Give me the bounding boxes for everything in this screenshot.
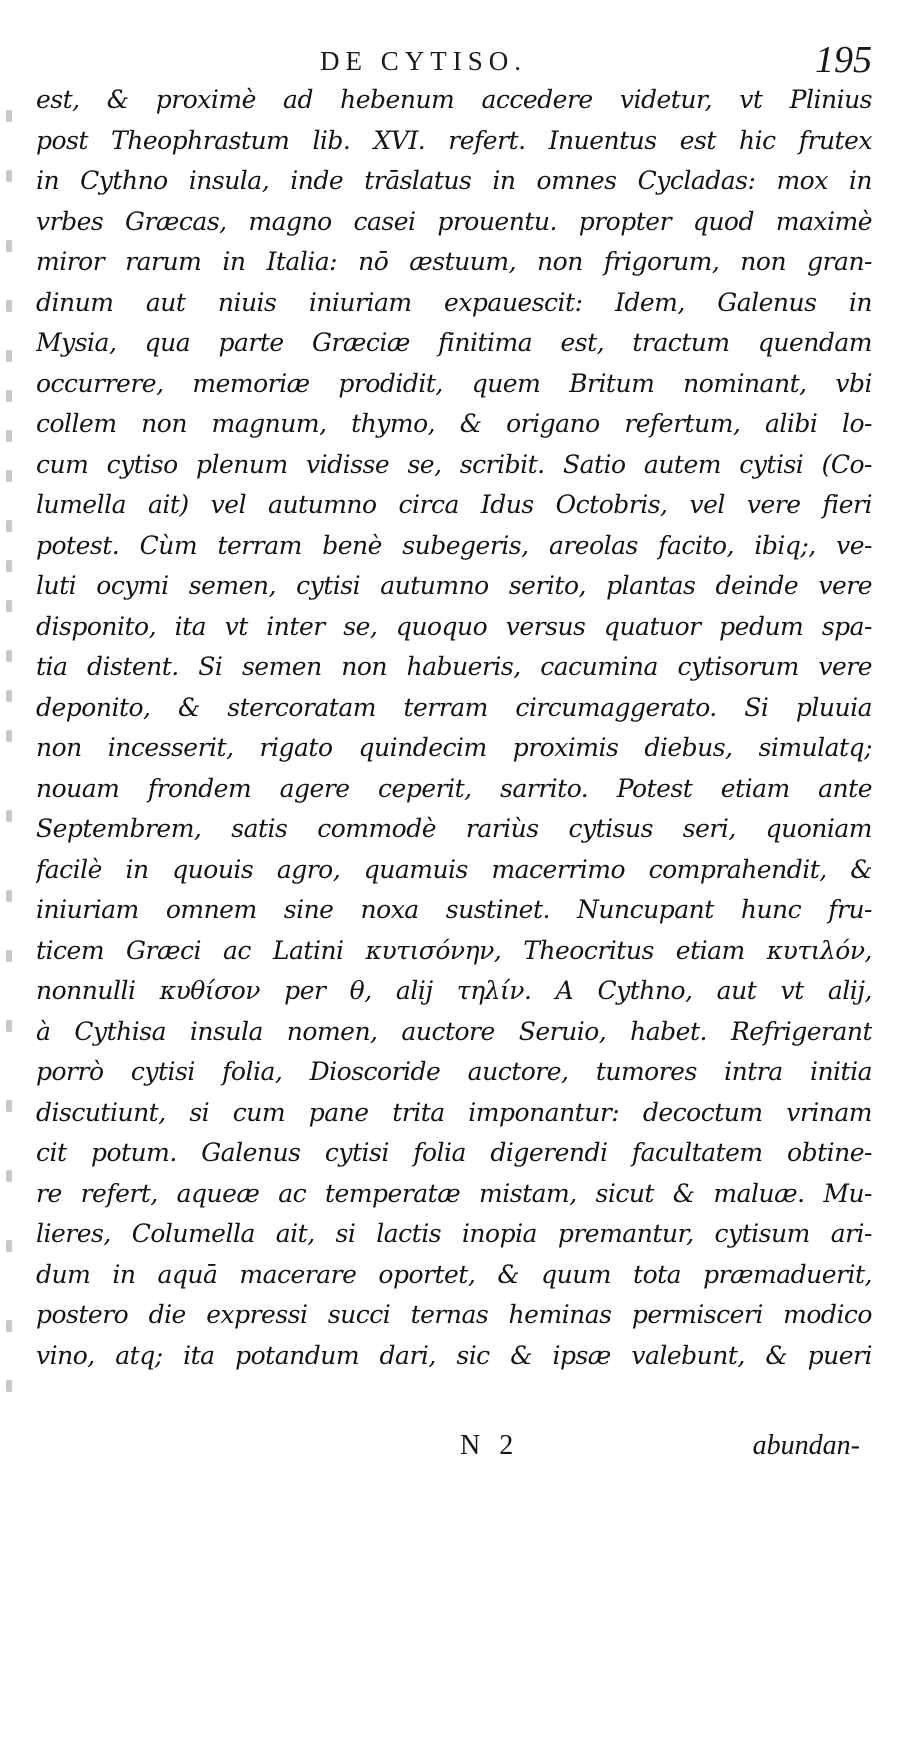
text-line: nonnulli κυθίσον per θ, alij τηλίν. A Cythno, aut vt alij, xyxy=(36,976,872,1005)
text-line: miror rarum in Italia: nō æstuum, non frigorum, non gran- xyxy=(36,247,872,276)
text-line: à Cythisa insula nomen, auctore Seruio, habet. Refrigerant xyxy=(36,1016,872,1046)
text-line: Mysia, qua parte Græciæ finitima est, tractum quendam xyxy=(36,328,872,357)
gutter-bleedthrough xyxy=(0,90,24,1410)
text-line: lieres, Columella ait, si lactis inopia premantur, cytisum ari- xyxy=(36,1219,872,1248)
text-line: dinum aut niuis iniuriam expauescit: Idem, Galenus in xyxy=(36,287,872,317)
text-line: discutiunt, si cum pane trita imponantur: decoctum vrinam xyxy=(36,1097,872,1127)
text-line: re refert, aqueæ ac temperatæ mistam, sicut & maluæ. Mu- xyxy=(36,1178,872,1208)
text-line: vrbes Græcas, magno casei prouentu. propter quod maximè xyxy=(36,206,872,236)
text-line: luti ocymi semen, cytisi autumno serito, plantas deinde vere xyxy=(36,571,872,600)
signature-mark: N 2 xyxy=(460,1430,520,1461)
text-line: postero die expressi succi ternas heminas permisceri modico xyxy=(36,1300,872,1329)
text-line: occurrere, memoriæ prodidit, quem Britum nominant, vbi xyxy=(36,368,872,398)
text-line: iniuriam omnem sine noxa sustinet. Nuncupant hunc fru- xyxy=(36,895,872,924)
text-line: deponito, & stercoratam terram circumaggerato. Si pluuia xyxy=(36,692,872,722)
text-line: lumella ait) vel autumno circa Idus Octobris, vel vere fieri xyxy=(36,490,872,519)
text-line: cum cytiso plenum vidisse se, scribit. Satio autem cytisi (Co- xyxy=(36,449,872,479)
page-number: 195 xyxy=(815,39,872,81)
text-line: porrò cytisi folia, Dioscoride auctore, tumores intra initia xyxy=(36,1057,872,1086)
text-line: dum in aquā macerare oportet, & quum tota præmaduerit, xyxy=(36,1259,872,1289)
text-line: potest. Cùm terram benè subegeris, areolas facito, ibiq;, ve- xyxy=(36,530,872,560)
text-line: cit potum. Galenus cytisi folia digerendi facultatem obtine- xyxy=(36,1138,872,1167)
running-title: DE CYTISO. xyxy=(320,46,527,76)
text-line: facilè in quouis agro, quamuis macerrimo comprahendit, & xyxy=(36,854,872,884)
text-line: Septembrem, satis commodè rariùs cytisus seri, quoniam xyxy=(36,814,872,843)
text-line: ticem Græci ac Latini κυτισόνην, Theocritus etiam κυτιλόν, xyxy=(36,935,872,965)
text-line: vino, atq; ita potandum dari, sic & ipsæ valebunt, & pueri xyxy=(36,1340,872,1370)
text-line: nouam frondem agere ceperit, sarrito. Potest etiam ante xyxy=(36,773,872,803)
text-line: est, & proximè ad hebenum accedere videtur, vt Plinius xyxy=(36,85,872,114)
text-line: collem non magnum, thymo, & origano refertum, alibi lo- xyxy=(36,409,872,438)
text-line: tia distent. Si semen non habueris, cacumina cytisorum vere xyxy=(36,652,872,681)
text-line: disponito, ita vt inter se, quoquo versus quatuor pedum spa- xyxy=(36,611,872,641)
body-text xyxy=(36,80,872,1376)
text-line: non incesserit, rigato quindecim proximis diebus, simulatq; xyxy=(36,733,872,762)
text-line: post Theophrastum lib. XVI. refert. Inuentus est hic frutex xyxy=(36,125,872,155)
text-line: in Cythno insula, inde trāslatus in omnes Cycladas: mox in xyxy=(36,166,872,195)
catchword: abundan- xyxy=(752,1430,860,1461)
